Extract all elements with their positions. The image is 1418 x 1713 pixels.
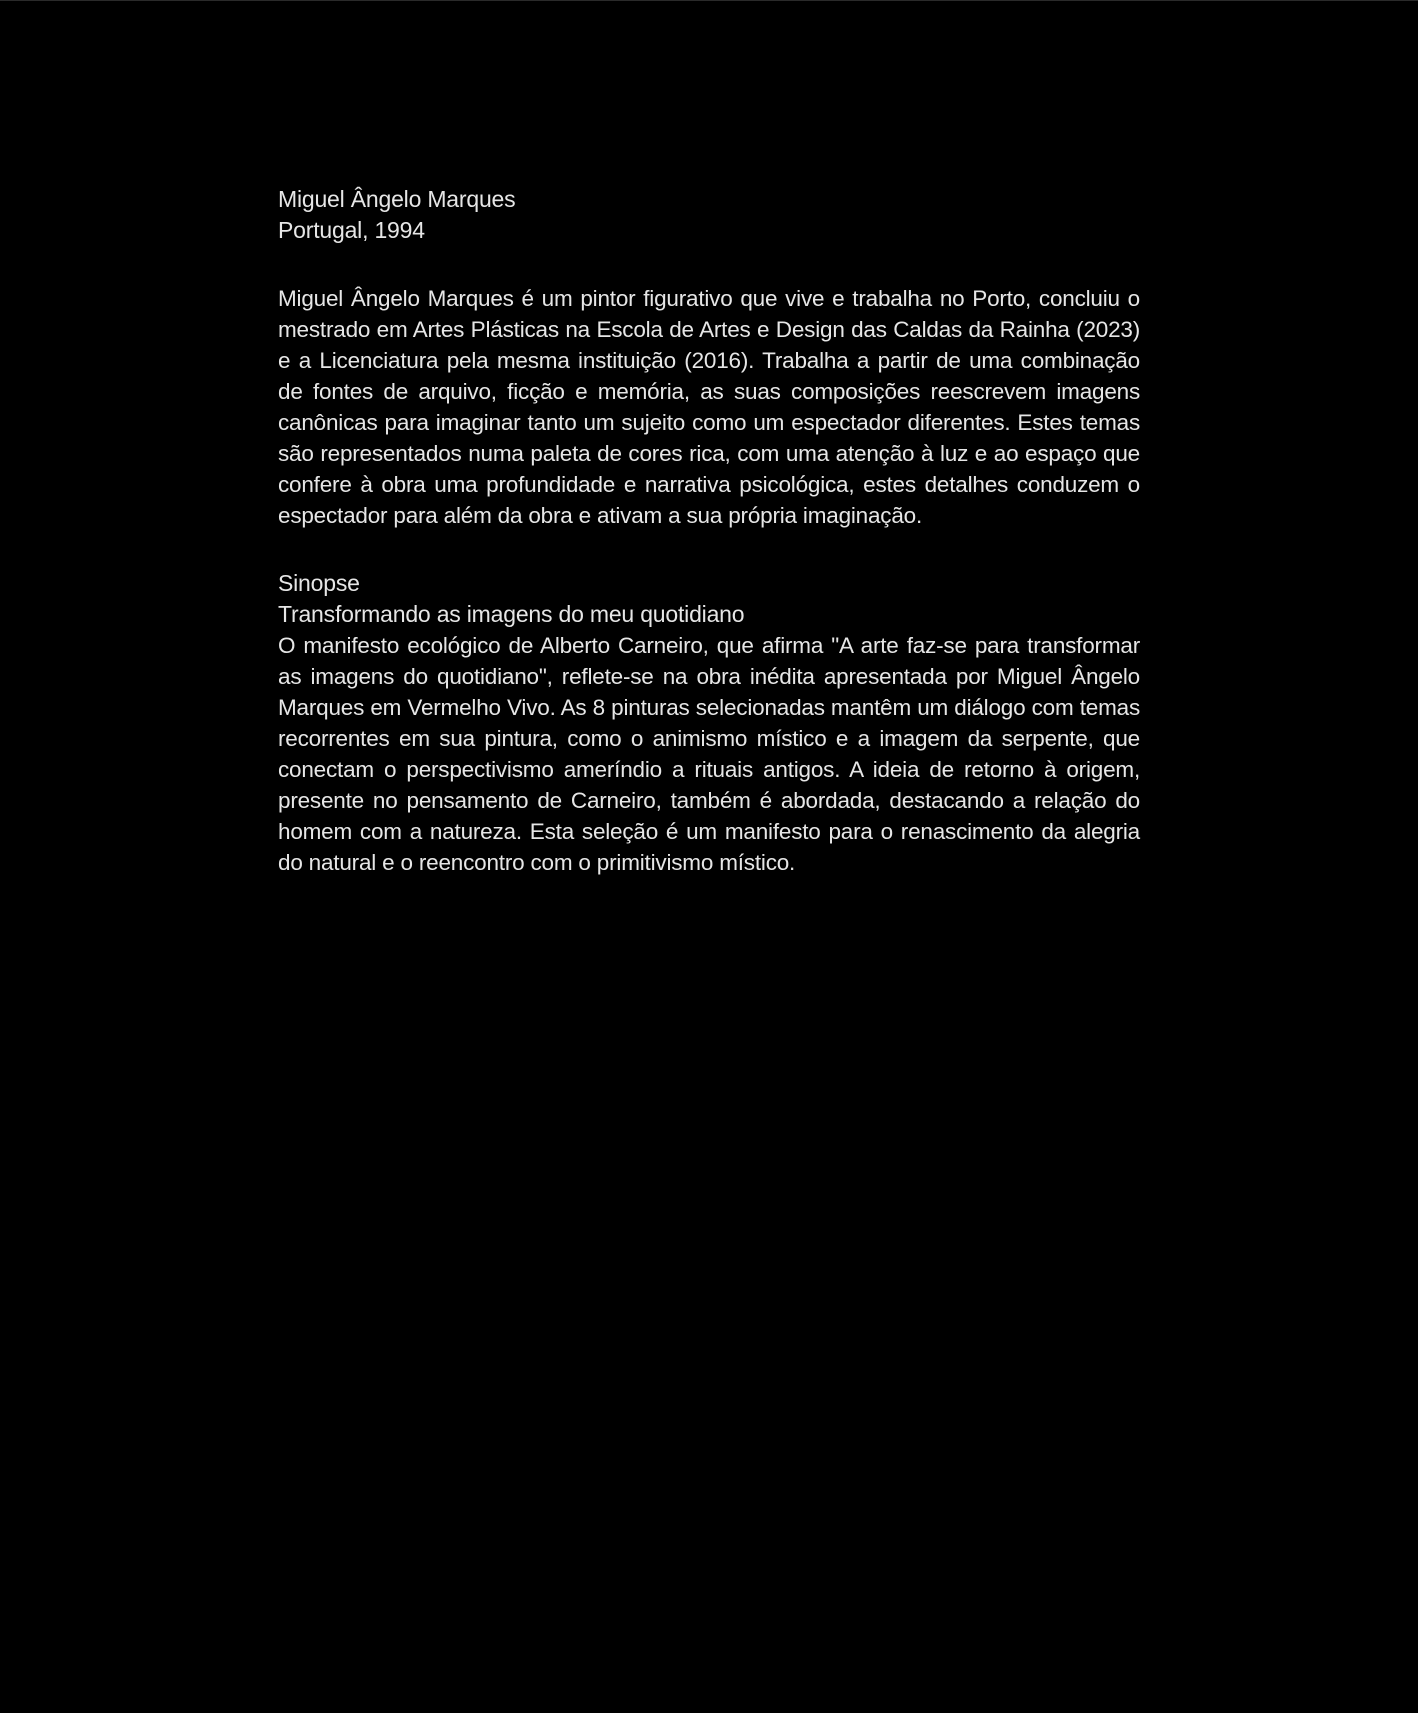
artist-origin: Portugal, 1994 xyxy=(278,217,425,243)
top-border xyxy=(0,0,1418,1)
document-body xyxy=(278,184,1140,878)
synopsis-title: Transformando as imagens do meu quotidiano xyxy=(278,601,745,627)
artist-header xyxy=(278,184,1140,246)
artist-name: Miguel Ângelo Marques xyxy=(278,186,516,212)
artist-bio: Miguel Ângelo Marques é um pintor figurativo que vive e trabalha no Porto, concluiu o mestrado em Artes Plásticas na Escola de Artes e Design das Caldas da Rainha (2023) e a Licenciatura pela mesma instituição (2016). Trabalha a partir de uma combinação de fontes de arquivo, ficção e memória, as suas composições reescrevem imagens canônicas para imaginar tanto um sujeito como um espectador diferentes. Estes temas são representados numa paleta de cores rica, com uma atenção à luz e ao espaço que confere à obra uma profundidade e narrativa psicológica, estes detalhes conduzem o espectador para além da obra e ativam a sua própria imaginação. xyxy=(278,286,1140,528)
synopsis-body: O manifesto ecológico de Alberto Carneiro, que afirma "A arte faz-se para transformar as imagens do quotidiano", reflete-se na obra inédita apresentada por Miguel Ângelo Marques em Vermelho Vivo. As 8 pinturas selecionadas mantêm um diálogo com temas recorrentes em sua pintura, como o animismo místico e a imagem da serpente, que conectam o perspectivismo ameríndio a rituais antigos. A ideia de retorno à origem, presente no pensamento de Carneiro, também é abordada, destacando a relação do homem com a natureza. Esta seleção é um manifesto para o renascimento da alegria do natural e o reencontro com o primitivismo místico. xyxy=(278,633,1140,875)
synopsis-section xyxy=(278,568,1140,878)
synopsis-heading: Sinopse xyxy=(278,570,360,596)
